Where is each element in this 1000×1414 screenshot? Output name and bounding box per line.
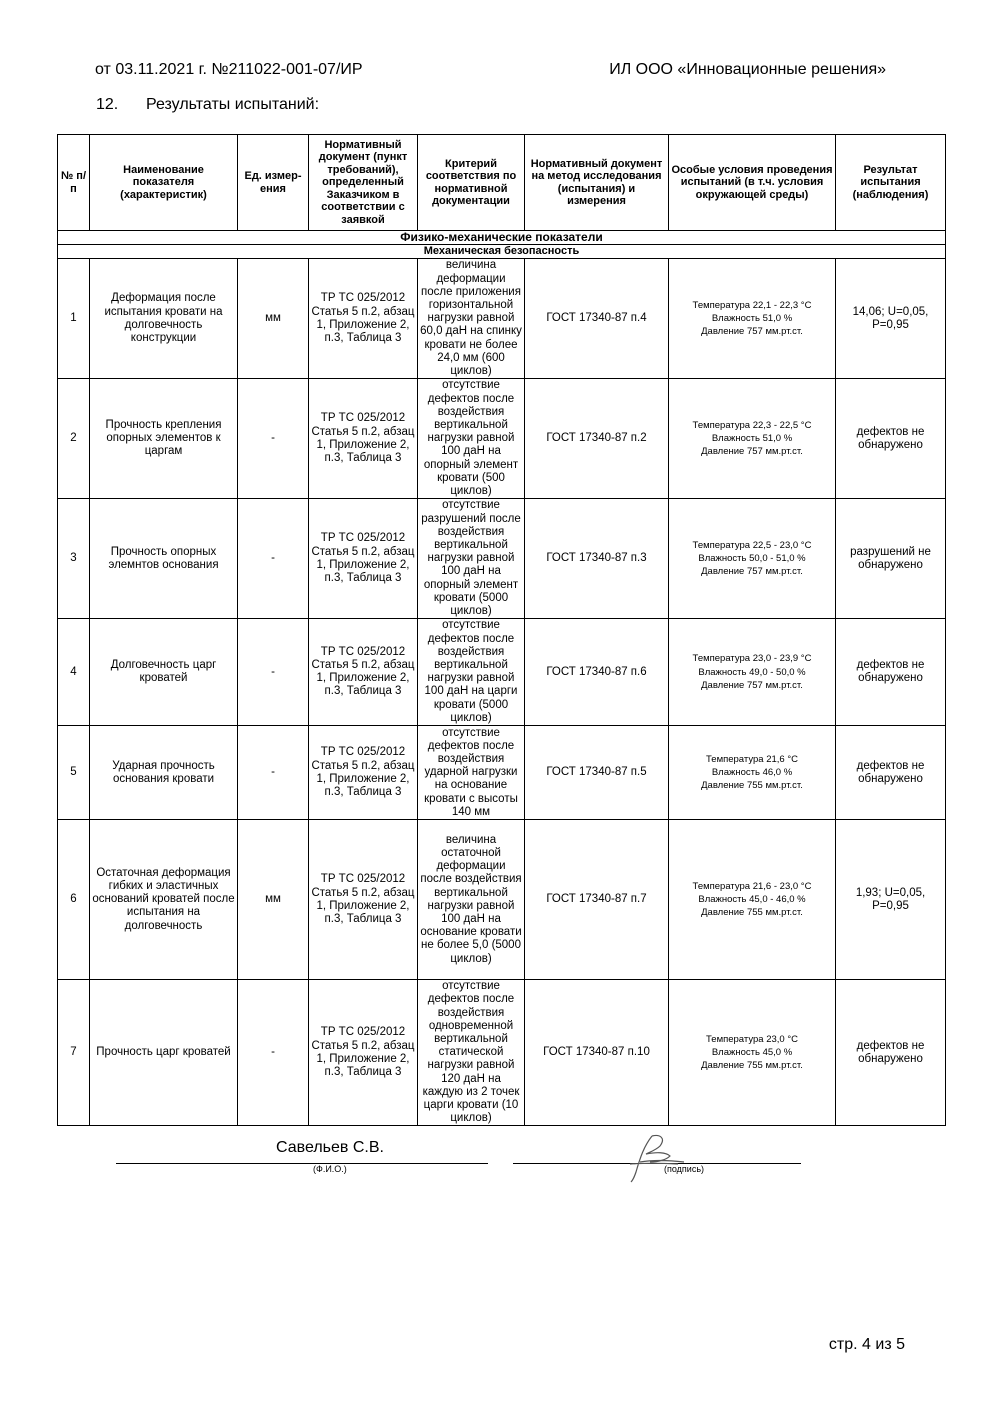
section-title (96, 96, 319, 114)
table-row (58, 820, 946, 980)
column-header: Особые условия проведения испытаний (в т.ч. условия окружающей среды) (669, 135, 836, 231)
condition-line: Давление 755 мм.рт.ст. (701, 780, 803, 792)
row-unit: - (238, 980, 309, 1126)
table-row (58, 619, 946, 726)
column-header: Критерий соответствия по нормативной документации (418, 135, 525, 231)
row-result: дефектов не обнаружено (836, 980, 946, 1126)
column-header: Ед. измер-ения (238, 135, 309, 231)
header-lab-name: ИЛ ООО «Инновационные решения» (609, 61, 886, 78)
condition-line: Давление 757 мм.рт.ст. (701, 326, 803, 338)
signature-caption: (подпись) (664, 1164, 705, 1174)
column-header: Наименование показателя (характеристик) (90, 135, 238, 231)
header-document-ref: от 03.11.2021 г. №211022-001-07/ИР (95, 61, 363, 78)
column-header: Нормативный документ на метод исследования (испытания) и измерения (525, 135, 669, 231)
row-number: 5 (58, 726, 90, 820)
row-name: Прочность царг кроватей (90, 980, 238, 1126)
column-header: № п/п (58, 135, 90, 231)
row-number: 6 (58, 820, 90, 980)
row-unit: мм (238, 259, 309, 379)
condition-line: Давление 755 мм.рт.ст. (701, 907, 803, 919)
fio-caption: (Ф.И.О.) (313, 1164, 347, 1174)
row-method: ГОСТ 17340-87 п.7 (525, 820, 669, 980)
table-row (58, 726, 946, 820)
row-norm-document: ТР ТС 025/2012 Статья 5 п.2, абзац 1, Приложение 2, п.3, Таблица 3 (309, 726, 418, 820)
row-name: Прочность опорных элемнтов основания (90, 499, 238, 619)
condition-line: Влажность 49,0 - 50,0 % (698, 666, 806, 678)
condition-line: Температура 23,0 - 23,9 °С (692, 653, 812, 665)
page-number: стр. 4 из 5 (828, 1336, 905, 1353)
row-method: ГОСТ 17340-87 п.5 (525, 726, 669, 820)
condition-line: Температура 22,5 - 23,0 °С (692, 539, 812, 551)
row-method: ГОСТ 17340-87 п.3 (525, 499, 669, 619)
row-number: 1 (58, 259, 90, 379)
fio-line (116, 1163, 488, 1164)
section-number: 12. (96, 96, 119, 113)
row-conditions (669, 619, 836, 726)
row-conditions (669, 726, 836, 820)
row-unit: - (238, 619, 309, 726)
row-result: 14,06; U=0,05, P=0,95 (836, 259, 946, 379)
condition-line: Давление 757 мм.рт.ст. (701, 446, 803, 458)
table-header-row (58, 135, 946, 231)
row-norm-document: ТР ТС 025/2012 Статья 5 п.2, абзац 1, Приложение 2, п.3, Таблица 3 (309, 820, 418, 980)
row-criterion: отсутствие дефектов после воздействия вертикальной нагрузки равной 100 даН на опорный элемент кровати (500 циклов) (418, 379, 525, 499)
row-result: 1,93; U=0,05, P=0,95 (836, 820, 946, 980)
row-name: Остаточная деформация гибких и эластичных оснований кроватей после испытания на долговечность (90, 820, 238, 980)
row-norm-document: ТР ТС 025/2012 Статья 5 п.2, абзац 1, Приложение 2, п.3, Таблица 3 (309, 379, 418, 499)
row-name: Деформация после испытания кровати на долговечность конструкции (90, 259, 238, 379)
row-number: 4 (58, 619, 90, 726)
row-criterion: отсутствие дефектов после воздействия вертикальной нагрузки равной 100 даН на царги кровати (5000 циклов) (418, 619, 525, 726)
group-label: Физико-механические показатели (58, 231, 946, 245)
condition-line: Давление 757 мм.рт.ст. (701, 566, 803, 578)
row-unit: - (238, 499, 309, 619)
row-number: 7 (58, 980, 90, 1126)
row-result: дефектов не обнаружено (836, 619, 946, 726)
section-title-text: Результаты испытаний: (146, 96, 320, 113)
condition-line: Температура 23,0 °С (706, 1034, 798, 1046)
table-row (58, 499, 946, 619)
condition-line: Влажность 51,0 % (711, 433, 793, 445)
condition-line: Давление 757 мм.рт.ст. (701, 679, 803, 691)
row-conditions (669, 379, 836, 499)
row-criterion: отсутствие разрушений после воздействия вертикальной нагрузки равной 100 даН на опорный элемент кровати (5000 циклов) (418, 499, 525, 619)
row-number: 3 (58, 499, 90, 619)
row-unit: - (238, 726, 309, 820)
column-header: Результат испытания (наблюдения) (836, 135, 946, 231)
row-conditions (669, 259, 836, 379)
row-method: ГОСТ 17340-87 п.6 (525, 619, 669, 726)
row-criterion: величина деформации после приложения горизонтальной нагрузки равной 60,0 даН на спинку кровати не более 24,0 мм (600 циклов) (418, 259, 525, 379)
condition-line: Влажность 50,0 - 51,0 % (698, 553, 806, 565)
condition-line: Температура 21,6 °С (706, 753, 798, 765)
condition-line: Влажность 45,0 % (711, 1047, 793, 1059)
column-header: Нормативный документ (пункт требований), определенный Заказчиком в соответствии с заявкой (309, 135, 418, 231)
condition-line: Влажность 51,0 % (711, 313, 793, 325)
row-unit: мм (238, 820, 309, 980)
condition-line: Влажность 46,0 % (711, 767, 793, 779)
table-row (58, 980, 946, 1126)
row-conditions (669, 980, 836, 1126)
row-name: Ударная прочность основания кровати (90, 726, 238, 820)
row-name: Прочность крепления опорных элементов к царгам (90, 379, 238, 499)
condition-line: Давление 755 мм.рт.ст. (701, 1060, 803, 1072)
row-conditions (669, 499, 836, 619)
row-number: 2 (58, 379, 90, 499)
results-table (57, 134, 946, 1126)
table-row (58, 379, 946, 499)
row-result: дефектов не обнаружено (836, 726, 946, 820)
row-norm-document: ТР ТС 025/2012 Статья 5 п.2, абзац 1, Приложение 2, п.3, Таблица 3 (309, 499, 418, 619)
subgroup-label: Механическая безопасность (58, 245, 946, 259)
condition-line: Влажность 45,0 - 46,0 % (698, 894, 806, 906)
row-name: Долговечность царг кроватей (90, 619, 238, 726)
row-conditions (669, 820, 836, 980)
row-result: разрушений не обнаружено (836, 499, 946, 619)
row-norm-document: ТР ТС 025/2012 Статья 5 п.2, абзац 1, Приложение 2, п.3, Таблица 3 (309, 980, 418, 1126)
row-criterion: величина остаточной деформации после воздействия вертикальной нагрузки равной 100 даН на основание кровати не более 5,0 (5000 циклов) (418, 820, 525, 980)
condition-line: Температура 22,1 - 22,3 °С (692, 300, 812, 312)
row-result: дефектов не обнаружено (836, 379, 946, 499)
signatory-name: Савельев С.В. (276, 1139, 384, 1156)
row-method: ГОСТ 17340-87 п.4 (525, 259, 669, 379)
table-row (58, 259, 946, 379)
handwritten-signature-icon (600, 1128, 710, 1184)
row-norm-document: ТР ТС 025/2012 Статья 5 п.2, абзац 1, Приложение 2, п.3, Таблица 3 (309, 259, 418, 379)
row-method: ГОСТ 17340-87 п.10 (525, 980, 669, 1126)
row-unit: - (238, 379, 309, 499)
row-method: ГОСТ 17340-87 п.2 (525, 379, 669, 499)
row-norm-document: ТР ТС 025/2012 Статья 5 п.2, абзац 1, Приложение 2, п.3, Таблица 3 (309, 619, 418, 726)
table-subgroup-row (58, 245, 946, 259)
row-criterion: отсутствие дефектов после воздействия одновременной вертикальной статической нагрузки равной 120 даН на каждую из 2 точек царги кровати (10 циклов) (418, 980, 525, 1126)
condition-line: Температура 22,3 - 22,5 °С (692, 419, 812, 431)
condition-line: Температура 21,6 - 23,0 °С (692, 880, 812, 892)
row-criterion: отсутствие дефектов после воздействия ударной нагрузки на основание кровати с высоты 140 мм (418, 726, 525, 820)
table-group-row (58, 231, 946, 245)
